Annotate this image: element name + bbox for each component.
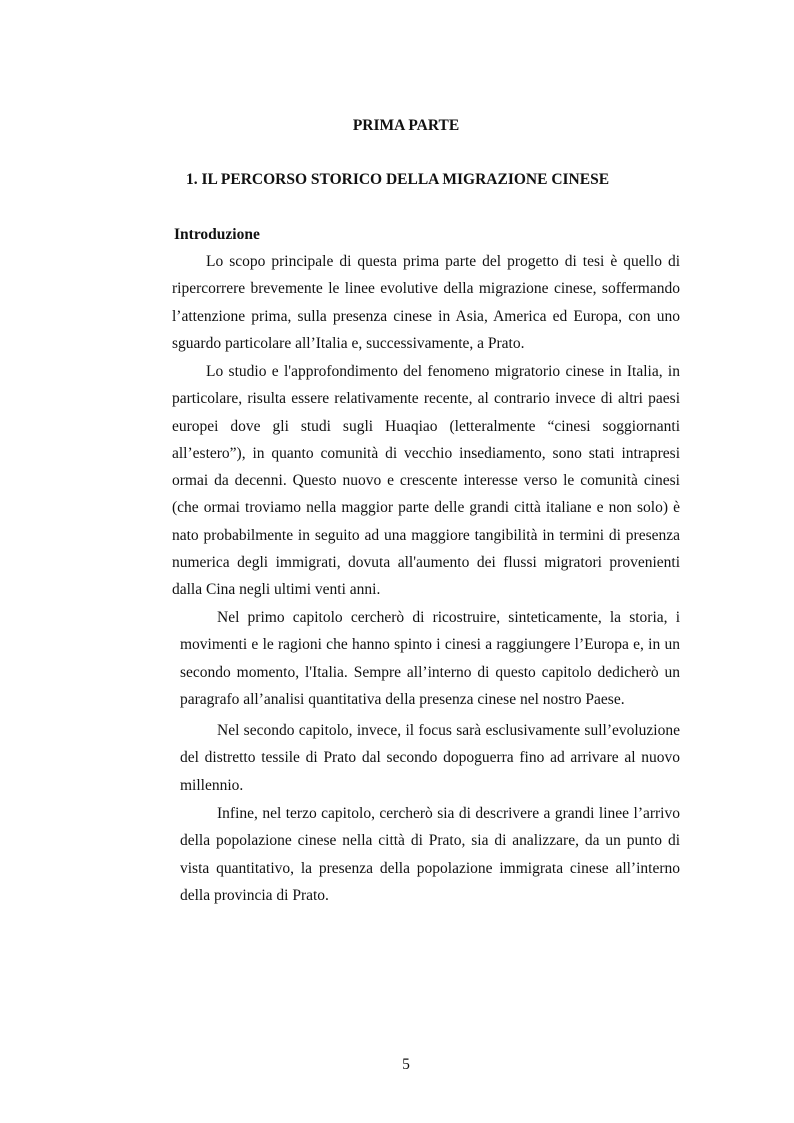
body-paragraph: Infine, nel terzo capitolo, cercherò sia di descrivere a grandi linee l’arrivo della popolazione cinese nella città di Prato, sia di analizzare, da un punto di vista quantitativo, la presenza della popolazione immigrata cinese all’interno della provincia di Prato. xyxy=(180,805,680,904)
page-number: 5 xyxy=(402,1056,410,1073)
part-title: PRIMA PARTE xyxy=(352,117,460,134)
body-paragraph: Nel primo capitolo cercherò di ricostruire, sinteticamente, la storia, i movimenti e le ragioni che hanno spinto i cinesi a raggiungere l’Europa e, in un secondo momento, l'Italia. Sempre all’interno di questo capitolo dedicherò un paragrafo all’analisi quantitativa della presenza cinese nel nostro Paese. xyxy=(180,609,680,708)
body-paragraph: Nel secondo capitolo, invece, il focus sarà esclusivamente sull’evoluzione del distretto tessile di Prato dal secondo dopoguerra fino ad arrivare al nuovo millennio. xyxy=(180,722,680,794)
chapter-title: 1. IL PERCORSO STORICO DELLA MIGRAZIONE CINESE xyxy=(186,171,610,188)
body-paragraph: Lo studio e l'approfondimento del fenomeno migratorio cinese in Italia, in particolare, risulta essere relativamente recente, al contrario invece di altri paesi europei dove gli studi sugli Huaqiao (letteralmente “cinesi soggiornanti all’estero”), in quanto comunità di vecchio insediamento, sono stati intrapresi ormai da decenni. Questo nuovo e crescente interesse verso le comunità cinesi (che ormai troviamo nella maggior parte delle grandi città italiane e non solo) è nato probabilmente in seguito ad una maggiore tangibilità in termini di presenza numerica degli immigrati, dovuta all'aumento dei flussi migratori provenienti dalla Cina negli ultimi venti anni. xyxy=(172,363,680,599)
body-paragraph: Lo scopo principale di questa prima parte del progetto di tesi è quello di ripercorrere brevemente le linee evolutive della migrazione cinese, soffermando l’attenzione prima, sulla presenza cinese in Asia, America ed Europa, con uno sguardo particolare all’Italia e, successivamente, a Prato. xyxy=(172,253,680,352)
section-title: Introduzione xyxy=(174,226,260,243)
